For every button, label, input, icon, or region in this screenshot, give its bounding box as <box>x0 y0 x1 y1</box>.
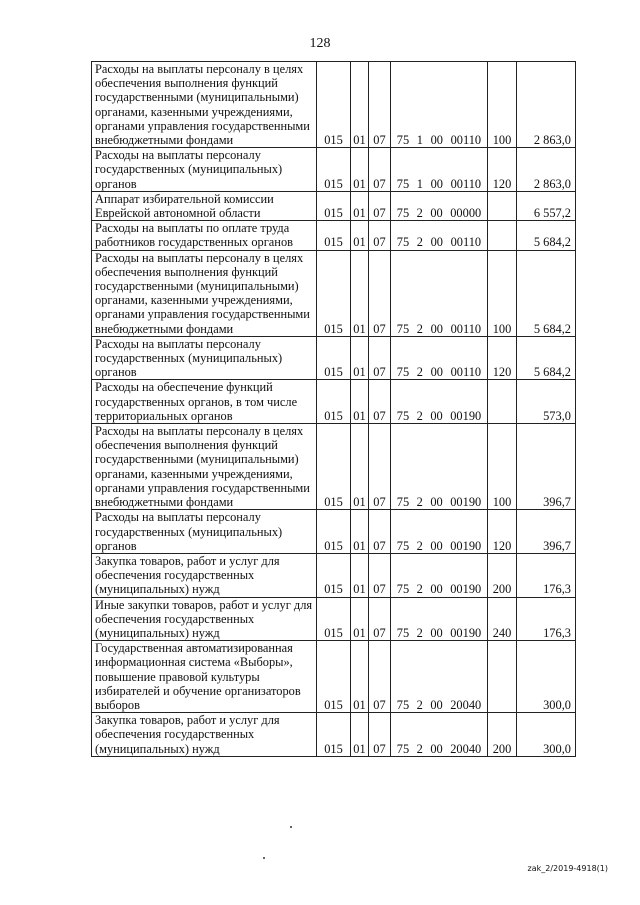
ministry-code: 015 <box>317 713 351 757</box>
target-code-part: 00 <box>430 741 443 756</box>
target-article-code <box>391 597 488 641</box>
subsection-code: 07 <box>369 62 391 148</box>
ministry-code: 015 <box>317 553 351 597</box>
subsection-code: 07 <box>369 424 391 510</box>
section-code: 01 <box>351 148 369 192</box>
target-code-part: 00 <box>430 582 443 597</box>
target-code-part: 2 <box>416 235 423 250</box>
amount: 5 684,2 <box>517 336 576 380</box>
target-code-part: 2 <box>416 495 423 510</box>
subsection-code: 07 <box>369 250 391 336</box>
expense-type-code: 100 <box>488 424 517 510</box>
table-row <box>92 380 576 424</box>
expense-type-code: 200 <box>488 553 517 597</box>
subsection-code: 07 <box>369 148 391 192</box>
target-code-part: 00 <box>430 495 443 510</box>
section-code: 01 <box>351 62 369 148</box>
subsection-code: 07 <box>369 510 391 554</box>
target-article-code <box>391 148 488 192</box>
target-code-part: 00 <box>430 206 443 221</box>
expense-type-code <box>488 641 517 713</box>
target-code-part: 2 <box>416 697 423 712</box>
amount: 396,7 <box>517 510 576 554</box>
target-article-code <box>391 191 488 220</box>
amount: 176,3 <box>517 597 576 641</box>
ministry-code: 015 <box>317 641 351 713</box>
target-article-code <box>391 336 488 380</box>
target-code-part: 75 <box>396 408 410 423</box>
target-article-code <box>391 641 488 713</box>
section-code: 01 <box>351 336 369 380</box>
ministry-code: 015 <box>317 424 351 510</box>
target-article-code <box>391 713 488 757</box>
ministry-code: 015 <box>317 380 351 424</box>
table-row <box>92 336 576 380</box>
subsection-code: 07 <box>369 597 391 641</box>
row-description: Расходы на выплаты персоналу в целях обеспечения выполнения функций государственными (муниципальными) органами, казенными учреждениями, органами управления государственными внебюджетными фондами <box>92 250 317 336</box>
row-description: Расходы на выплаты по оплате труда работников государственных органов <box>92 221 317 250</box>
section-code: 01 <box>351 510 369 554</box>
target-code-part: 00190 <box>450 625 482 640</box>
target-code-part: 00 <box>430 321 443 336</box>
amount: 6 557,2 <box>517 191 576 220</box>
document-code: zak_2/2019-4918(1) <box>527 864 608 873</box>
row-description: Расходы на обеспечение функций государственных органов, в том числе территориальных органов <box>92 380 317 424</box>
page-number: 128 <box>309 36 331 51</box>
amount: 176,3 <box>517 553 576 597</box>
target-code-part: 75 <box>396 625 410 640</box>
target-article-code <box>391 250 488 336</box>
row-description: Расходы на выплаты персоналу государственных (муниципальных) органов <box>92 510 317 554</box>
target-code-part: 00 <box>430 235 443 250</box>
target-article-code <box>391 510 488 554</box>
target-code-part: 20040 <box>450 697 482 712</box>
table-row <box>92 62 576 148</box>
amount: 300,0 <box>517 641 576 713</box>
table-row <box>92 250 576 336</box>
subsection-code: 07 <box>369 380 391 424</box>
target-code-part: 75 <box>396 582 410 597</box>
ministry-code: 015 <box>317 597 351 641</box>
target-code-part: 00 <box>430 133 443 148</box>
row-description: Аппарат избирательной комиссии Еврейской автономной области <box>92 191 317 220</box>
target-code-part: 2 <box>416 582 423 597</box>
target-code-part: 2 <box>416 321 423 336</box>
target-code-part: 00000 <box>450 206 482 221</box>
scan-speck <box>290 826 292 828</box>
target-code-part: 1 <box>416 176 423 191</box>
target-code-part: 00 <box>430 176 443 191</box>
table-row <box>92 641 576 713</box>
row-description: Закупка товаров, работ и услуг для обеспечения государственных (муниципальных) нужд <box>92 553 317 597</box>
subsection-code: 07 <box>369 641 391 713</box>
amount: 5 684,2 <box>517 221 576 250</box>
ministry-code: 015 <box>317 336 351 380</box>
target-code-part: 75 <box>396 133 410 148</box>
expense-type-code: 120 <box>488 510 517 554</box>
expense-type-code <box>488 221 517 250</box>
section-code: 01 <box>351 424 369 510</box>
target-code-part: 00 <box>430 625 443 640</box>
amount: 2 863,0 <box>517 148 576 192</box>
target-code-part: 2 <box>416 408 423 423</box>
target-code-part: 00110 <box>450 365 482 380</box>
amount: 573,0 <box>517 380 576 424</box>
subsection-code: 07 <box>369 713 391 757</box>
target-article-code <box>391 424 488 510</box>
target-code-part: 2 <box>416 365 423 380</box>
target-code-part: 00 <box>430 697 443 712</box>
target-code-part: 75 <box>396 495 410 510</box>
target-code-part: 75 <box>396 321 410 336</box>
table-row <box>92 148 576 192</box>
target-code-part: 75 <box>396 235 410 250</box>
target-code-part: 00190 <box>450 582 482 597</box>
section-code: 01 <box>351 597 369 641</box>
row-description: Расходы на выплаты персоналу в целях обеспечения выполнения функций государственными (муниципальными) органами, казенными учреждениями, органами управления государственными внебюджетными фондами <box>92 424 317 510</box>
target-article-code <box>391 380 488 424</box>
target-code-part: 2 <box>416 538 423 553</box>
target-article-code <box>391 553 488 597</box>
target-code-part: 00190 <box>450 408 482 423</box>
target-code-part: 2 <box>416 741 423 756</box>
section-code: 01 <box>351 553 369 597</box>
expense-type-code: 120 <box>488 148 517 192</box>
target-code-part: 00190 <box>450 538 482 553</box>
target-article-code <box>391 221 488 250</box>
section-code: 01 <box>351 250 369 336</box>
table-row <box>92 553 576 597</box>
target-code-part: 75 <box>396 538 410 553</box>
subsection-code: 07 <box>369 336 391 380</box>
target-code-part: 75 <box>396 365 410 380</box>
expense-type-code <box>488 380 517 424</box>
expense-type-code: 100 <box>488 250 517 336</box>
target-code-part: 00 <box>430 538 443 553</box>
target-code-part: 2 <box>416 625 423 640</box>
amount: 5 684,2 <box>517 250 576 336</box>
ministry-code: 015 <box>317 191 351 220</box>
target-code-part: 00110 <box>450 235 482 250</box>
table-row <box>92 221 576 250</box>
target-code-part: 2 <box>416 206 423 221</box>
ministry-code: 015 <box>317 510 351 554</box>
target-code-part: 75 <box>396 741 410 756</box>
expense-type-code: 120 <box>488 336 517 380</box>
table-row <box>92 424 576 510</box>
amount: 2 863,0 <box>517 62 576 148</box>
budget-table <box>91 61 576 757</box>
target-code-part: 20040 <box>450 741 482 756</box>
target-code-part: 00190 <box>450 495 482 510</box>
target-code-part: 75 <box>396 697 410 712</box>
row-description: Закупка товаров, работ и услуг для обеспечения государственных (муниципальных) нужд <box>92 713 317 757</box>
amount: 300,0 <box>517 713 576 757</box>
target-article-code <box>391 62 488 148</box>
amount: 396,7 <box>517 424 576 510</box>
target-code-part: 00110 <box>450 321 482 336</box>
target-code-part: 00110 <box>450 133 482 148</box>
row-description: Иные закупки товаров, работ и услуг для обеспечения государственных (муниципальных) нужд <box>92 597 317 641</box>
target-code-part: 00110 <box>450 176 482 191</box>
table-row <box>92 510 576 554</box>
section-code: 01 <box>351 191 369 220</box>
scan-speck <box>263 857 265 859</box>
target-code-part: 75 <box>396 206 410 221</box>
expense-type-code <box>488 191 517 220</box>
target-code-part: 00 <box>430 365 443 380</box>
target-code-part: 00 <box>430 408 443 423</box>
expense-type-code: 100 <box>488 62 517 148</box>
section-code: 01 <box>351 380 369 424</box>
subsection-code: 07 <box>369 191 391 220</box>
ministry-code: 015 <box>317 250 351 336</box>
row-description: Расходы на выплаты персоналу государственных (муниципальных) органов <box>92 336 317 380</box>
target-code-part: 75 <box>396 176 410 191</box>
target-code-part: 1 <box>416 133 423 148</box>
row-description: Расходы на выплаты персоналу государственных (муниципальных) органов <box>92 148 317 192</box>
expense-type-code: 240 <box>488 597 517 641</box>
section-code: 01 <box>351 713 369 757</box>
section-code: 01 <box>351 641 369 713</box>
row-description: Расходы на выплаты персоналу в целях обеспечения выполнения функций государственными (муниципальными) органами, казенными учреждениями, органами управления государственными внебюджетными фондами <box>92 62 317 148</box>
row-description: Государственная автоматизированная информационная система «Выборы», повышение правовой культуры избирателей и обучение организаторов выборов <box>92 641 317 713</box>
table-row <box>92 713 576 757</box>
ministry-code: 015 <box>317 62 351 148</box>
table-row <box>92 191 576 220</box>
table-row <box>92 597 576 641</box>
ministry-code: 015 <box>317 221 351 250</box>
ministry-code: 015 <box>317 148 351 192</box>
subsection-code: 07 <box>369 553 391 597</box>
expense-type-code: 200 <box>488 713 517 757</box>
section-code: 01 <box>351 221 369 250</box>
subsection-code: 07 <box>369 221 391 250</box>
